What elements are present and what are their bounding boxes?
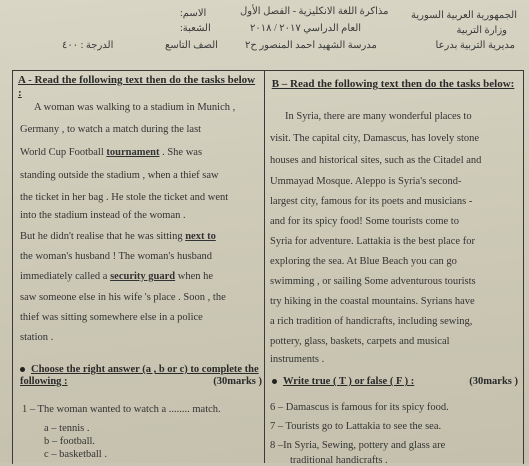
bullet-icon	[272, 379, 277, 384]
text-fragment: World Cup Football	[20, 147, 107, 158]
text-line: saw someone else in his wife 's place . Soon , the	[20, 292, 226, 303]
task-b-instruction	[272, 376, 518, 388]
tf-item-6: 6 – Damascus is famous for its spicy food.	[270, 402, 449, 413]
tf-item-7: 7 – Tourists go to Lattakia to see the sea.	[270, 421, 442, 432]
text-fragment: . She was	[159, 147, 203, 158]
text-line: pottery, glass, baskets, carpets and musical	[270, 336, 450, 347]
section-b	[270, 78, 516, 91]
column-divider	[264, 70, 265, 463]
text-line: the ticket in her bag . He stole the ticket and went	[20, 192, 229, 203]
text-line: Germany , to watch a match during the last	[20, 124, 202, 135]
question-1: 1 – The woman wanted to watch a ........ match.	[22, 404, 221, 415]
task-b-title: Write true ( T ) or false ( F ) :	[283, 376, 415, 387]
text-line: exploring the sea. At Blue Beach you can go	[270, 256, 457, 267]
text-line: instruments .	[270, 354, 325, 365]
text-line: the woman's husband ! The woman's husband	[20, 251, 212, 262]
task-b-marks: (30marks )	[469, 376, 518, 387]
section-a-title: A - Read the following text then do the tasks below :	[18, 74, 256, 99]
option-b: b – football.	[44, 436, 96, 447]
header-ministry: وزارة التربية	[456, 25, 507, 36]
text-line	[20, 231, 216, 242]
task-a-marks: (30marks )	[213, 376, 262, 387]
text-line: Syria for adventure. Lattakia is the best place for	[270, 236, 475, 247]
text-line: A woman was walking to a stadium in Munich ,	[34, 102, 236, 113]
text-line: thief was sitting somewhere else in a police	[20, 312, 203, 323]
text-line: largest city, famous for its poets and musicians -	[270, 196, 473, 207]
bullet-icon	[20, 367, 25, 372]
text-fragment: when he	[175, 271, 214, 282]
text-fragment: But he didn't realise that he was sitting	[20, 231, 186, 242]
header-grade-label: الدرجة : ٤٠٠	[62, 40, 114, 51]
text-line: houses and historical sites, such as the Citadel and	[270, 155, 482, 166]
tf-item-8-cont: traditional handicrafts .	[290, 455, 388, 466]
section-b-task	[272, 376, 518, 388]
text-line: and for its spicy food! Some tourists come to	[270, 216, 459, 227]
text-line: Ummayad Mosque. Aleppo is Syria's second-	[270, 176, 462, 187]
text-line: a rich tradition of handicrafts, including sewing,	[270, 316, 473, 327]
vocab-next-to: next to	[185, 231, 216, 242]
text-line: try hiking in the coastal mountains. Syrians have	[270, 296, 475, 307]
vocab-tournament: tournament	[106, 147, 160, 158]
section-b-title: B – Read the following text then do the tasks below:	[271, 78, 515, 90]
section-a	[18, 74, 258, 100]
vocab-security-guard: security guard	[110, 271, 176, 282]
text-line: into the stadium instead of the woman .	[20, 210, 186, 221]
option-a: a – tennis .	[44, 423, 90, 434]
header-name-label: الاسم:	[180, 8, 207, 19]
text-fragment: immediately called a	[20, 271, 111, 282]
text-line: In Syria, there are many wonderful places to	[285, 111, 472, 122]
text-line: station .	[20, 332, 54, 343]
header-year: العام الدراسي ٢٠١٧ / ٢٠١٨	[250, 23, 362, 34]
section-a-task	[20, 364, 262, 388]
text-line	[20, 271, 213, 282]
header-country: الجمهورية العربية السورية	[410, 10, 517, 21]
tf-item-8: 8 –In Syria, Sewing, pottery and glass are	[270, 440, 446, 451]
header-class-label: الصف التاسع	[165, 40, 218, 51]
text-line	[20, 147, 202, 158]
task-a-instruction	[20, 364, 262, 388]
text-line: swimming , or sailing Some adventurous tourists	[270, 276, 476, 287]
text-line: standing outside the stadium , when a thief saw	[20, 170, 219, 181]
option-c: c – basketball .	[44, 449, 107, 460]
exam-header	[0, 0, 529, 62]
header-division-label: الشعبة:	[180, 23, 211, 34]
task-a-title: Choose the right answer (a , b or c) to complete the following :	[20, 364, 259, 387]
header-school: مدرسة الشهيد احمد المنصور ح٢	[245, 40, 377, 51]
text-line: visit. The capital city, Damascus, has lovely stone	[270, 133, 480, 144]
header-directorate: مديرية التربية بدرعا	[435, 40, 515, 51]
header-exam-title: مذاكرة اللغة الانكليزية - الفصل الأول	[240, 6, 389, 17]
